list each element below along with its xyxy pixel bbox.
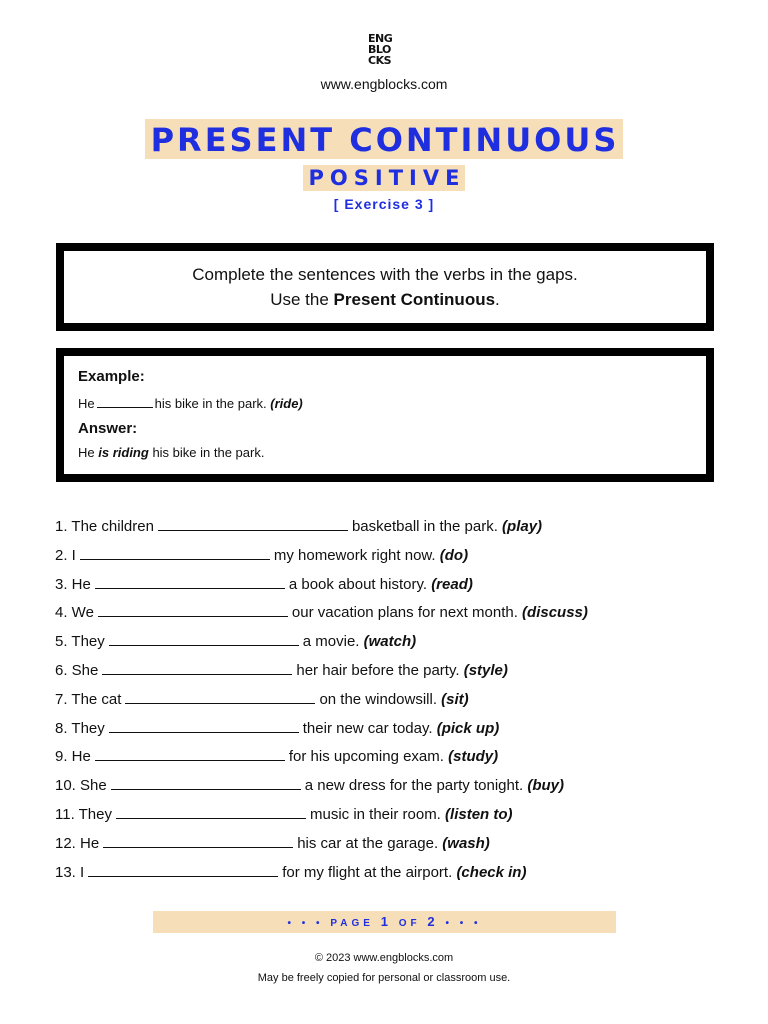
item-subject: 1. The children (55, 518, 154, 535)
item-verb: (read) (431, 575, 473, 593)
item-rest: a book about history. (288, 575, 428, 593)
item-rest: on the windowsill. (319, 690, 437, 708)
answer-blank[interactable] (88, 861, 278, 877)
exercise-item (55, 630, 735, 659)
dots-left: • • • (287, 918, 324, 929)
answer-blank[interactable] (80, 544, 270, 560)
item-rest: music in their room. (309, 805, 441, 823)
page-word: PAGE (330, 918, 374, 929)
exercise-item (55, 515, 735, 544)
exercise-item (55, 717, 735, 746)
page-subtitle (0, 165, 768, 191)
item-rest: my homework right now. (273, 546, 436, 564)
example-box (56, 348, 714, 482)
answer-verb: is riding (98, 445, 149, 460)
item-verb: (buy) (527, 777, 565, 795)
page-title (0, 119, 768, 159)
instruction-suffix: . (495, 290, 500, 309)
item-subject: 6. She (55, 661, 99, 679)
answer-blank[interactable] (95, 573, 285, 589)
answer-blank[interactable] (95, 745, 285, 761)
exercise-item (55, 544, 735, 573)
answer-blank[interactable] (98, 601, 288, 617)
item-verb: (style) (463, 661, 508, 679)
exercise-item (55, 832, 735, 861)
answer-sentence (78, 445, 264, 460)
of-word: OF (398, 918, 421, 929)
title-text: PRESENT CONTINUOUS (145, 119, 624, 159)
exercise-item (55, 659, 735, 688)
item-verb: (check in) (456, 863, 527, 881)
logo-line-2: BLO (368, 43, 391, 56)
page-indicator (153, 911, 616, 933)
exercise-list (55, 515, 735, 889)
exercise-item (55, 774, 735, 803)
website-url[interactable]: www.engblocks.com (320, 76, 448, 92)
copyright: © 2023 www.engblocks.com (314, 952, 454, 964)
answer-blank[interactable] (109, 630, 299, 646)
exercise-item (55, 601, 735, 630)
example-rest: his bike in the park. (154, 396, 267, 411)
example-label: Example: (78, 368, 145, 385)
example-verb: (ride) (270, 396, 303, 411)
exercise-item (55, 573, 735, 602)
answer-rest: his bike in the park. (152, 445, 265, 460)
item-subject: 13. I (55, 863, 85, 881)
instruction-line-2 (64, 287, 706, 312)
logo-line-1: ENG (368, 32, 393, 45)
item-rest: for my flight at the airport. (282, 863, 453, 881)
example-blank (97, 395, 153, 408)
item-subject: 12. He (55, 834, 100, 852)
instruction-prefix: Use the (270, 290, 334, 309)
item-subject: 11. They (55, 805, 112, 823)
item-rest: our vacation plans for next month. (291, 604, 518, 622)
answer-label: Answer: (78, 420, 138, 437)
item-rest: his car at the garage. (297, 834, 439, 852)
item-verb: (sit) (441, 690, 469, 708)
answer-blank[interactable] (158, 515, 348, 531)
item-rest: for his upcoming exam. (288, 748, 444, 766)
item-subject: 4. We (55, 604, 94, 622)
item-rest: a new dress for the party tonight. (304, 777, 524, 795)
item-subject: 2. I (55, 546, 76, 564)
item-rest: a movie. (302, 633, 360, 651)
engblocks-logo (368, 33, 400, 66)
item-subject: 7. The cat (55, 690, 122, 708)
exercise-item (55, 861, 735, 890)
item-verb: (watch) (363, 633, 417, 651)
answer-subject: He (78, 445, 95, 460)
item-subject: 9. He (55, 748, 91, 766)
instructions-box (56, 243, 714, 331)
item-verb: (do) (439, 546, 469, 564)
answer-blank[interactable] (125, 688, 315, 704)
example-subject: He (78, 396, 95, 411)
item-subject: 8. They (55, 719, 105, 737)
logo-line-3: CKS (368, 54, 392, 67)
answer-blank[interactable] (116, 803, 306, 819)
item-verb: (listen to) (445, 805, 513, 823)
dots-right: • • • (445, 918, 482, 929)
item-subject: 10. She (55, 777, 107, 795)
item-subject: 3. He (55, 575, 91, 593)
answer-blank[interactable] (102, 659, 292, 675)
item-verb: (play) (502, 518, 543, 535)
subtitle-text: POSITIVE (303, 165, 466, 191)
page-total: 2 (427, 914, 439, 929)
item-verb: (study) (448, 748, 499, 766)
item-rest: basketball in the park. (351, 518, 498, 535)
item-verb: (wash) (442, 834, 490, 852)
exercise-number: [ Exercise 3 ] (333, 196, 435, 212)
item-subject: 5. They (55, 633, 105, 651)
item-verb: (pick up) (436, 719, 500, 737)
exercise-item (55, 803, 735, 832)
example-sentence (78, 395, 303, 411)
item-rest: their new car today. (302, 719, 433, 737)
instruction-tense: Present Continuous (333, 290, 496, 309)
page-number: 1 (380, 914, 392, 929)
answer-blank[interactable] (111, 774, 301, 790)
usage-note: May be freely copied for personal or classroom use. (257, 972, 511, 984)
instruction-line-1: Complete the sentences with the verbs in the gaps. (192, 265, 578, 284)
answer-blank[interactable] (109, 717, 299, 733)
item-verb: (discuss) (522, 604, 588, 622)
exercise-item (55, 688, 735, 717)
exercise-item (55, 745, 735, 774)
answer-blank[interactable] (103, 832, 293, 848)
item-rest: her hair before the party. (296, 661, 460, 679)
